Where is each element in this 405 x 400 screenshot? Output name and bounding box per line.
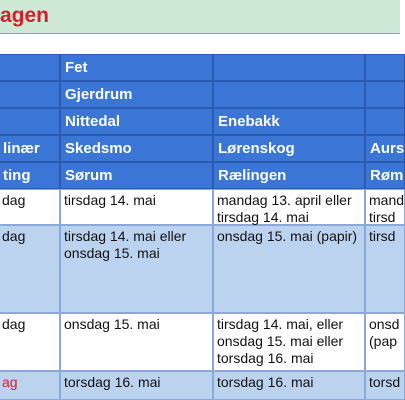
table-cell[interactable]: torsdag 16. mai bbox=[213, 371, 365, 400]
table-cell[interactable]: tirsdag 14. mai eller onsdag 15. mai bbox=[60, 225, 213, 313]
spacer-row bbox=[0, 34, 400, 54]
header-cell[interactable] bbox=[0, 108, 60, 135]
header-cell[interactable] bbox=[213, 54, 365, 81]
table-cell[interactable]: tirsdag 14. mai, eller onsdag 15. mai eller torsdag 16. mai bbox=[213, 313, 365, 371]
header-cell-ordinaer[interactable]: linær bbox=[0, 135, 60, 162]
header-cell[interactable] bbox=[0, 54, 60, 81]
table-cell[interactable]: tirsd bbox=[365, 225, 405, 313]
table-cell[interactable]: dag bbox=[0, 189, 60, 225]
header-cell[interactable] bbox=[213, 81, 365, 108]
header-cell-skedsmo[interactable]: Skedsmo bbox=[60, 135, 213, 162]
header-cell[interactable] bbox=[0, 81, 60, 108]
table-cell[interactable]: tirsdag 14. mai bbox=[60, 189, 213, 225]
header-cell-ting[interactable]: ting bbox=[0, 162, 60, 189]
header-cell[interactable] bbox=[365, 108, 405, 135]
header-cell-lorenskog[interactable]: Lørenskog bbox=[213, 135, 365, 162]
sheet-title: agen bbox=[0, 4, 50, 27]
table-cell[interactable]: mand tirsd bbox=[365, 189, 405, 225]
table-cell[interactable]: dag bbox=[0, 225, 60, 313]
header-cell-sorum[interactable]: Sørum bbox=[60, 162, 213, 189]
table-cell[interactable]: onsdag 15. mai (papir) bbox=[213, 225, 365, 313]
header-cell-aurskog[interactable]: Aurs bbox=[365, 135, 405, 162]
header-cell-raelingen[interactable]: Rælingen bbox=[213, 162, 365, 189]
table-cell[interactable]: dag bbox=[0, 313, 60, 371]
table-cell[interactable]: onsd (pap bbox=[365, 313, 405, 371]
header-cell-enebakk[interactable]: Enebakk bbox=[213, 108, 365, 135]
table-cell[interactable]: mandag 13. april eller tirsdag 14. mai bbox=[213, 189, 365, 225]
table-cell[interactable]: ag bbox=[0, 371, 60, 400]
header-cell-romskog[interactable]: Røm bbox=[365, 162, 405, 189]
table-cell[interactable]: onsdag 15. mai bbox=[60, 313, 213, 371]
table-cell[interactable]: torsd bbox=[365, 371, 405, 400]
header-cell[interactable] bbox=[365, 54, 405, 81]
table-cell[interactable]: torsdag 16. mai bbox=[60, 371, 213, 400]
header-cell-gjerdrum[interactable]: Gjerdrum bbox=[60, 81, 213, 108]
header-cell[interactable] bbox=[365, 81, 405, 108]
header-cell-fet[interactable]: Fet bbox=[60, 54, 213, 81]
sheet-title-bar bbox=[0, 0, 400, 34]
header-cell-nittedal[interactable]: Nittedal bbox=[60, 108, 213, 135]
